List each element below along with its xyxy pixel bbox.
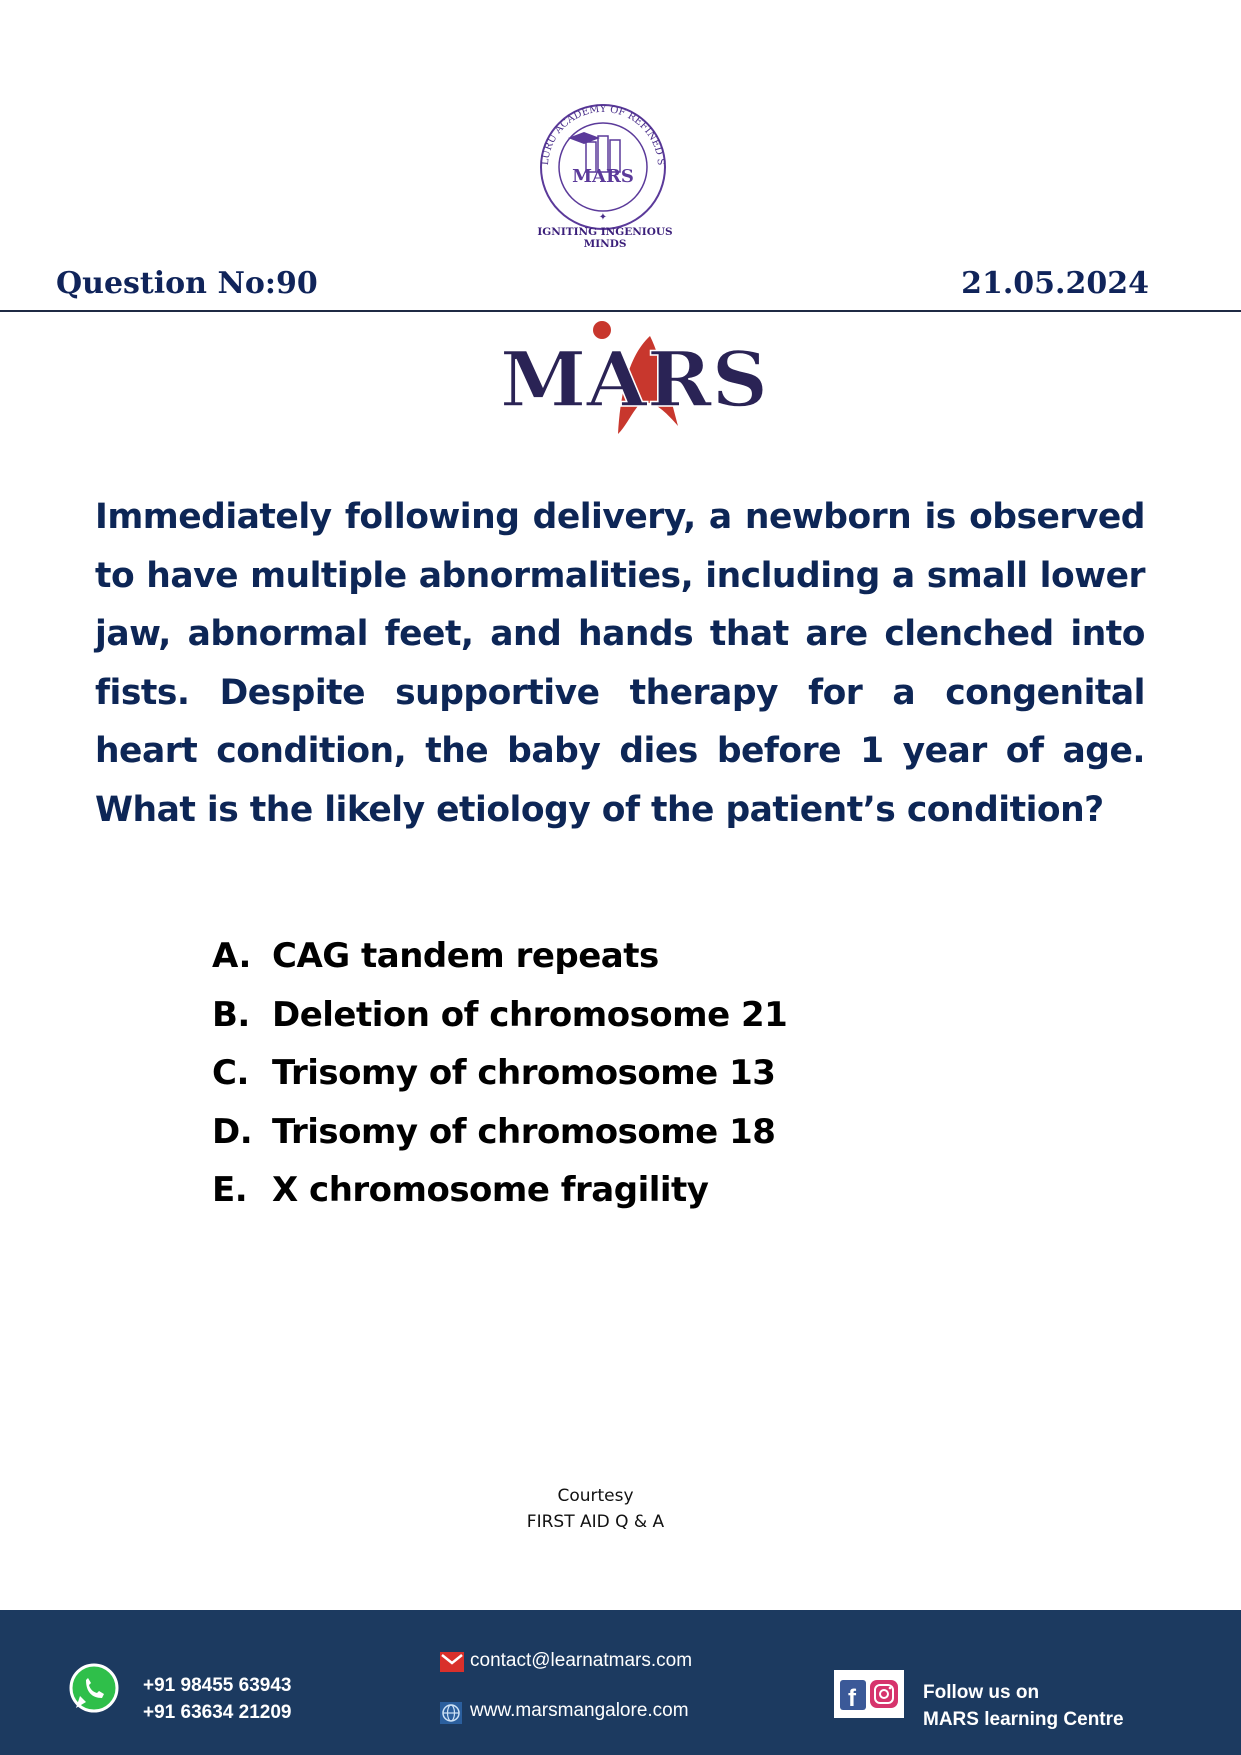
option-letter: D.	[212, 1111, 253, 1152]
option-letter: C.	[212, 1053, 249, 1093]
follow-us-line-1: Follow us on	[923, 1682, 1040, 1703]
academy-seal-logo	[528, 92, 678, 242]
option-text: CAG tandem repeats	[272, 936, 659, 976]
mail-icon	[440, 1652, 464, 1672]
whatsapp-icon[interactable]	[68, 1662, 120, 1714]
mars-logo	[500, 316, 770, 446]
option-c[interactable]	[212, 1053, 787, 1112]
answer-options	[212, 936, 787, 1229]
footer	[0, 1610, 1241, 1755]
option-letter: A.	[212, 936, 251, 976]
header-row	[0, 260, 1241, 312]
courtesy-source: FIRST AID Q & A	[526, 1512, 665, 1532]
phone-number-2[interactable]: +91 63634 21209	[143, 1702, 292, 1723]
option-text: Trisomy of chromosome 13	[272, 1053, 776, 1093]
contact-email[interactable]: contact@learnatmars.com	[470, 1650, 693, 1671]
option-text: Trisomy of chromosome 18	[272, 1111, 776, 1152]
option-e[interactable]	[212, 1170, 787, 1229]
question-number: Question No:90	[56, 266, 318, 301]
mars-logo-text: MARS	[500, 335, 768, 424]
option-b[interactable]	[212, 995, 787, 1054]
option-letter: E.	[212, 1170, 248, 1210]
question-text: Immediately following delivery, a newborn is observed to have multiple abnormalities, including a small lower jaw, abnormal feet, and hands that are clenched into fists. Despite supportive therapy for a congenital heart condition, the baby dies before 1 year of age. What is the likely etiology of the patient’s condition?	[95, 497, 1145, 830]
courtesy-label: Courtesy	[557, 1486, 634, 1506]
option-text: X chromosome fragility	[272, 1170, 709, 1210]
option-letter: B.	[212, 994, 250, 1035]
phone-number-1[interactable]: +91 98455 63943	[143, 1675, 292, 1696]
globe-icon	[440, 1702, 462, 1724]
option-d[interactable]	[212, 1112, 787, 1171]
seal-arc-text: LURU ACADEMY OF REFINED S	[539, 103, 667, 166]
svg-text:f: f	[848, 1685, 856, 1712]
seal-tagline: IGNITING INGENIOUS MINDS	[537, 226, 673, 250]
option-text: Deletion of chromosome 21	[272, 994, 788, 1035]
question-date: 21.05.2024	[961, 266, 1149, 301]
option-a[interactable]	[212, 936, 787, 995]
svg-text:✦: ✦	[598, 212, 608, 223]
social-icons	[834, 1670, 904, 1718]
website-link[interactable]: www.marsmangalore.com	[470, 1700, 689, 1721]
seal-center-text: MARS	[572, 166, 634, 187]
follow-us-line-2[interactable]: MARS learning Centre	[923, 1709, 1124, 1730]
